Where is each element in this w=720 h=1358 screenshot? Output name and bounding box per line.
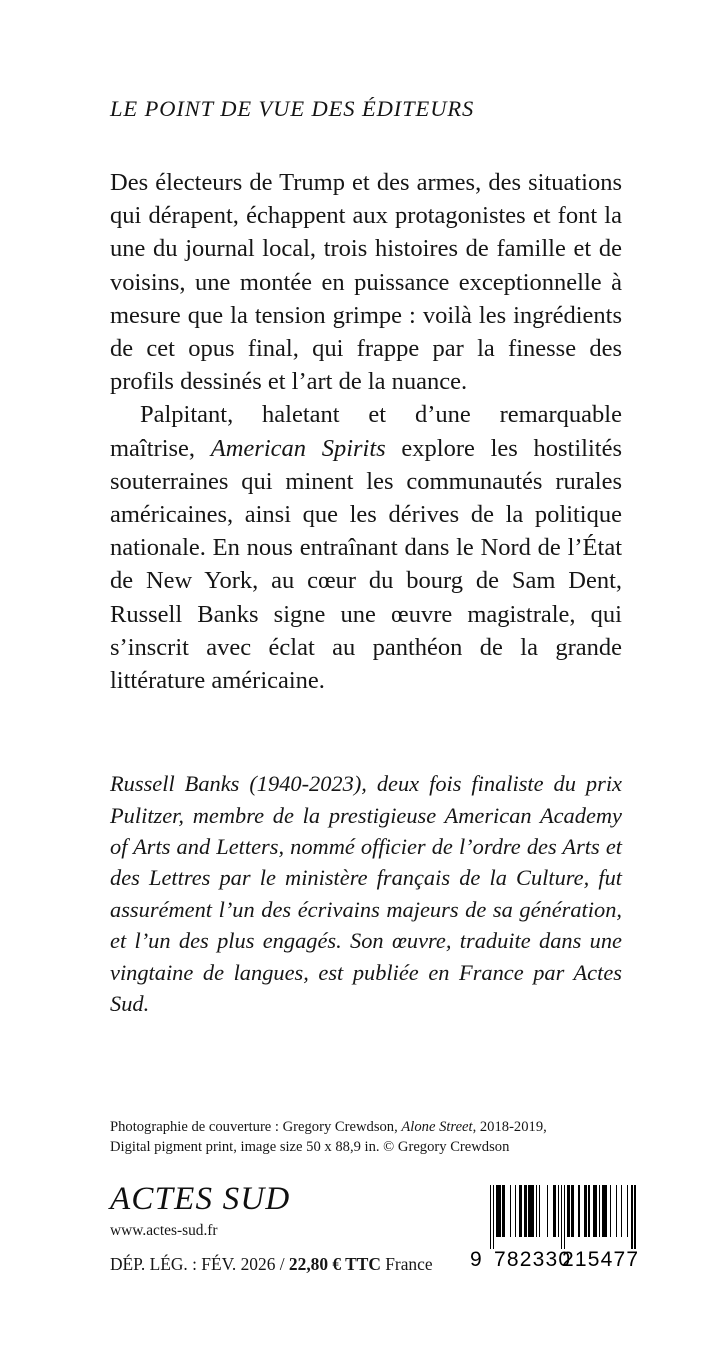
author-bio-section (110, 768, 622, 1019)
blurb-section (110, 166, 622, 697)
isbn-barcode (470, 1185, 638, 1271)
blurb-paragraph-2-tail: explore les hostilités souterraines qui minent les communautés rurales américaines, ainsi que les dérives de la politique nationale. En nous entraînant dans le Nord de l’État de New York, au cœur du bourg de Sam Dent, Russell Banks signe une œuvre magistrale, qui s’inscrit avec éclat au panthéon de la grande littérature américaine. (110, 434, 622, 695)
imprint-block (110, 1183, 450, 1274)
barcode-right-group: 215477 (562, 1248, 640, 1271)
blurb-paragraph-2 (110, 398, 622, 697)
cover-photo-credit (110, 1118, 630, 1157)
editors-viewpoint-header: LE POINT DE VUE DES ÉDITEURS (110, 96, 475, 121)
blurb-paragraph-2-lead: Palpitant, haletant et d’une remarquable maîtrise, (110, 401, 622, 462)
legal-deposit-line (110, 1254, 450, 1274)
blurb-paragraph-1: Des électeurs de Trump et des armes, des situations qui dérapent, échappent aux protagonistes et font la une du journal local, trois histoires de famille et de voisins, une montée en puissance exceptionnelle à mesure que la tension grimpe : voilà les ingrédients de cet opus final, qui frappe par la finesse des profils dessinés et l’art de la nuance. (110, 169, 622, 396)
barcode-bars (470, 1185, 638, 1249)
content-column (110, 96, 622, 1020)
footer-section (110, 1118, 640, 1295)
barcode-left-group: 782330 (494, 1248, 572, 1271)
barcode-digits (470, 1249, 638, 1271)
credit-line-1 (110, 1118, 630, 1138)
barcode-lead-digit: 9 (470, 1248, 482, 1271)
legal-deposit-suffix: France (380, 1253, 433, 1274)
footer-bottom-row (110, 1181, 640, 1295)
price-value: 22,80 € TTC (288, 1253, 381, 1274)
photo-title-italic: Alone Street (401, 1119, 473, 1135)
credit-line-2: Digital pigment print, image size 50 x 88,9 in. © Gregory Crewdson (110, 1138, 510, 1155)
legal-deposit-prefix: DÉP. LÉG. : FÉV. 2026 / (110, 1253, 289, 1274)
book-title-italic: American Spirits (210, 434, 386, 462)
credit-line-1-lead: Photographie de couverture : Gregory Crewdson, (110, 1119, 402, 1135)
author-bio-text: Russell Banks (1940-2023), deux fois finaliste du prix Pulitzer, membre de la prestigieuse American Academy of Arts and Letters, nommé officier de l’ordre des Arts et des Lettres par le ministère français de la Culture, fut assurément l’un des écrivains majeurs de sa génération, et l’un des plus engagés. Son œuvre, traduite dans une vingtaine de langues, est publiée en France par Actes Sud. (110, 771, 622, 1017)
publisher-website-link[interactable]: www.actes-sud.fr (110, 1222, 218, 1239)
actes-sud-logo: ACTES SUD (110, 1181, 291, 1217)
credit-line-1-tail: , 2018-2019, (472, 1119, 547, 1135)
